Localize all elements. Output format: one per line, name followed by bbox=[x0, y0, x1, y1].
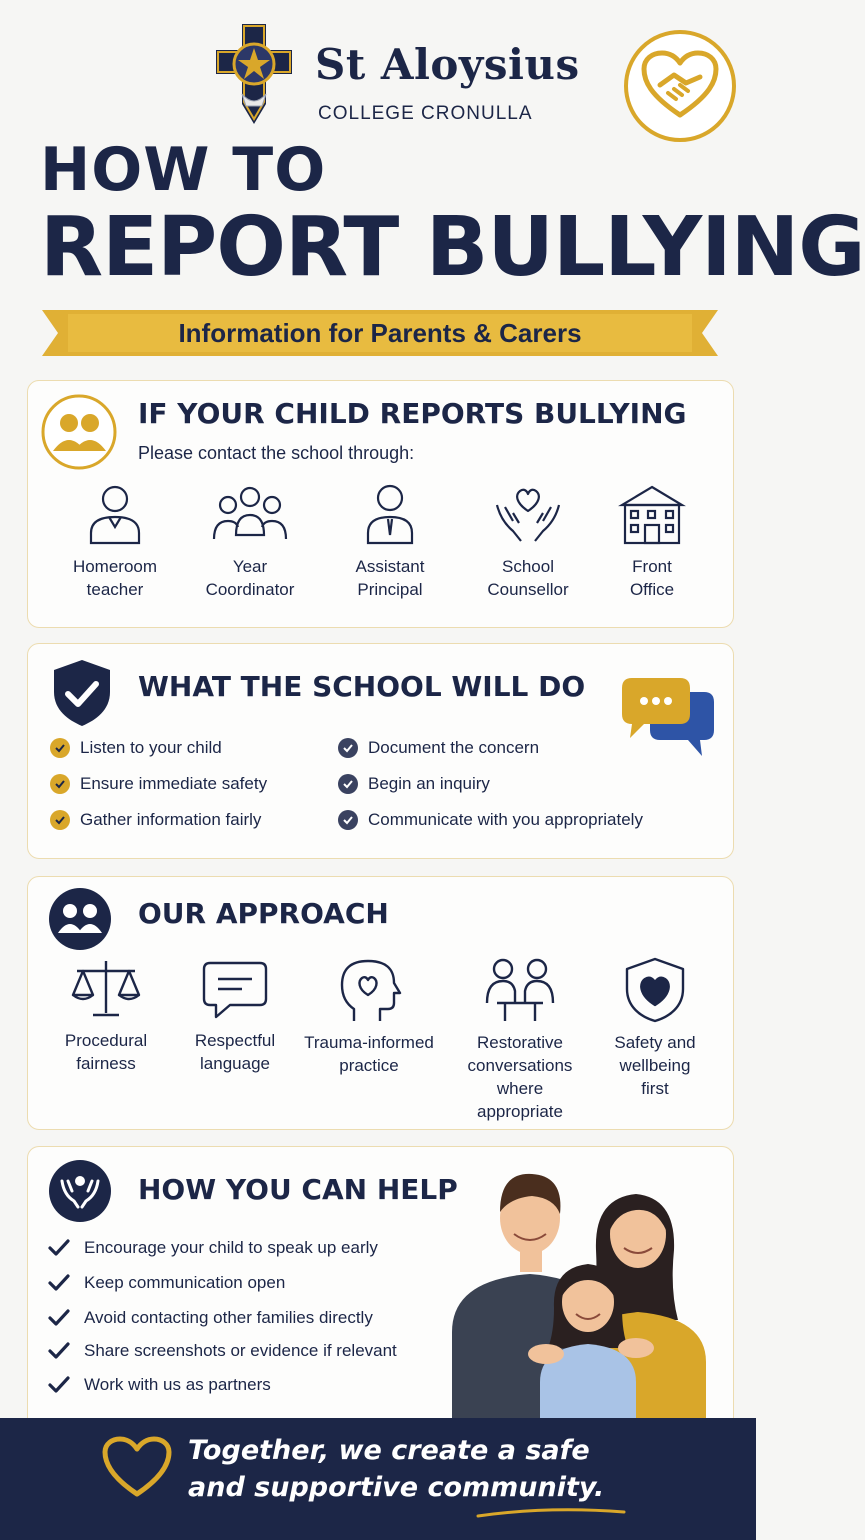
people-circle-icon bbox=[48, 887, 112, 951]
school-building-icon bbox=[615, 483, 689, 547]
hands-circle-icon bbox=[48, 1159, 112, 1223]
help-text: Encourage your child to speak up early bbox=[84, 1238, 378, 1257]
ribbon-text: Information for Parents & Carers bbox=[178, 317, 582, 348]
help-item bbox=[48, 1273, 285, 1293]
action-item bbox=[338, 738, 539, 758]
title-line-2: REPORT BULLYING bbox=[40, 200, 865, 295]
action-item bbox=[338, 774, 490, 794]
brand-name: St Aloysius bbox=[315, 40, 580, 89]
navy-check-icon bbox=[338, 738, 358, 758]
shield-check-icon bbox=[50, 658, 114, 728]
report-card bbox=[27, 380, 734, 628]
contact-label: Principal bbox=[357, 580, 423, 599]
contact-label: Homeroom bbox=[72, 557, 158, 576]
approach-label: Trauma-informed bbox=[304, 1033, 434, 1052]
action-item bbox=[50, 810, 261, 830]
action-text: Ensure immediate safety bbox=[80, 774, 268, 793]
contact-label: School bbox=[502, 557, 554, 576]
heart-handshake-icon bbox=[640, 51, 720, 121]
approach-label: first bbox=[641, 1079, 669, 1098]
check-icon bbox=[48, 1239, 70, 1257]
approach-label: practice bbox=[339, 1056, 399, 1075]
principal-icon bbox=[358, 483, 422, 547]
approach-label: wellbeing bbox=[619, 1056, 691, 1075]
approach-label: Safety and bbox=[614, 1033, 696, 1052]
help-text: Avoid contacting other families directly bbox=[84, 1308, 373, 1327]
approach-label: fairness bbox=[76, 1054, 136, 1073]
group-icon bbox=[212, 483, 288, 547]
approach-label: Procedural bbox=[64, 1031, 148, 1050]
approach-section-title: OUR APPROACH bbox=[138, 897, 389, 930]
approach-label: language bbox=[200, 1054, 270, 1073]
approach-label: appropriate bbox=[476, 1102, 563, 1121]
contact-label: Coordinator bbox=[205, 580, 295, 599]
check-icon bbox=[48, 1309, 70, 1327]
approach-label: Respectful bbox=[194, 1031, 276, 1050]
approach-item bbox=[299, 957, 439, 1077]
action-text: Gather information fairly bbox=[80, 810, 262, 829]
action-item bbox=[338, 810, 643, 830]
footer-text bbox=[188, 1432, 604, 1506]
help-text: Work with us as partners bbox=[84, 1375, 271, 1394]
contact-homeroom-teacher bbox=[45, 483, 185, 601]
contact-year-coordinator bbox=[180, 483, 320, 601]
footer-line: Together, we create a safe bbox=[188, 1435, 590, 1466]
approach-card bbox=[27, 876, 734, 1130]
teacher-icon bbox=[83, 483, 147, 547]
contact-label: Assistant bbox=[355, 557, 425, 576]
report-section-subtitle: Please contact the school through: bbox=[138, 443, 415, 463]
contact-label: Office bbox=[629, 580, 675, 599]
help-section-title: HOW YOU CAN HELP bbox=[138, 1173, 458, 1206]
shield-heart-icon bbox=[623, 957, 687, 1023]
school-crest-icon bbox=[206, 20, 302, 130]
school-section-title: WHAT THE SCHOOL WILL DO bbox=[138, 670, 586, 703]
approach-item bbox=[450, 957, 590, 1123]
conversation-icon bbox=[483, 957, 557, 1023]
approach-label: where bbox=[496, 1079, 544, 1098]
contact-assistant-principal bbox=[320, 483, 460, 601]
navy-check-icon bbox=[338, 774, 358, 794]
contact-label: teacher bbox=[86, 580, 144, 599]
help-text: Share screenshots or evidence if relevant bbox=[84, 1341, 397, 1360]
contact-front-office bbox=[582, 483, 722, 601]
action-text: Listen to your child bbox=[80, 738, 222, 757]
family-illustration bbox=[448, 1164, 744, 1422]
gold-underline bbox=[476, 1506, 626, 1520]
help-item bbox=[48, 1238, 378, 1258]
brand-subtitle: COLLEGE CRONULLA bbox=[318, 103, 533, 124]
help-text: Keep communication open bbox=[84, 1273, 286, 1292]
approach-item bbox=[165, 957, 305, 1075]
header bbox=[0, 0, 756, 140]
school-action-card bbox=[27, 643, 734, 859]
action-item bbox=[50, 774, 267, 794]
parents-icon bbox=[40, 393, 118, 471]
action-text: Communicate with you appropriately bbox=[368, 810, 643, 829]
speech-bubble-icon bbox=[200, 957, 270, 1021]
report-section-title: IF YOUR CHILD REPORTS BULLYING bbox=[138, 397, 687, 430]
approach-label: Restorative bbox=[477, 1033, 563, 1052]
heart-hands-icon bbox=[491, 483, 565, 547]
approach-item bbox=[585, 957, 725, 1100]
footer-line: and supportive community. bbox=[188, 1472, 605, 1503]
action-text: Document the concern bbox=[368, 738, 540, 757]
badge bbox=[624, 30, 736, 142]
gold-check-icon bbox=[50, 738, 70, 758]
title-line-1: HOW TO bbox=[40, 135, 327, 205]
head-heart-icon bbox=[334, 957, 404, 1023]
check-icon bbox=[48, 1376, 70, 1394]
contact-label: Front bbox=[632, 557, 672, 576]
contact-label: Counsellor bbox=[487, 580, 569, 599]
scales-icon bbox=[69, 957, 143, 1021]
action-text: Begin an inquiry bbox=[368, 774, 490, 793]
help-item bbox=[48, 1308, 373, 1328]
action-item bbox=[50, 738, 222, 758]
chat-bubbles-icon bbox=[622, 674, 716, 760]
navy-check-icon bbox=[338, 810, 358, 830]
help-item bbox=[48, 1375, 271, 1395]
approach-item bbox=[36, 957, 176, 1075]
approach-label: conversations bbox=[467, 1056, 573, 1075]
gold-check-icon bbox=[50, 810, 70, 830]
check-icon bbox=[48, 1274, 70, 1292]
contact-label: Year bbox=[232, 557, 268, 576]
gold-check-icon bbox=[50, 774, 70, 794]
check-icon bbox=[48, 1342, 70, 1360]
help-item bbox=[48, 1341, 397, 1361]
heart-outline-icon bbox=[102, 1436, 172, 1498]
contact-school-counsellor bbox=[458, 483, 598, 601]
